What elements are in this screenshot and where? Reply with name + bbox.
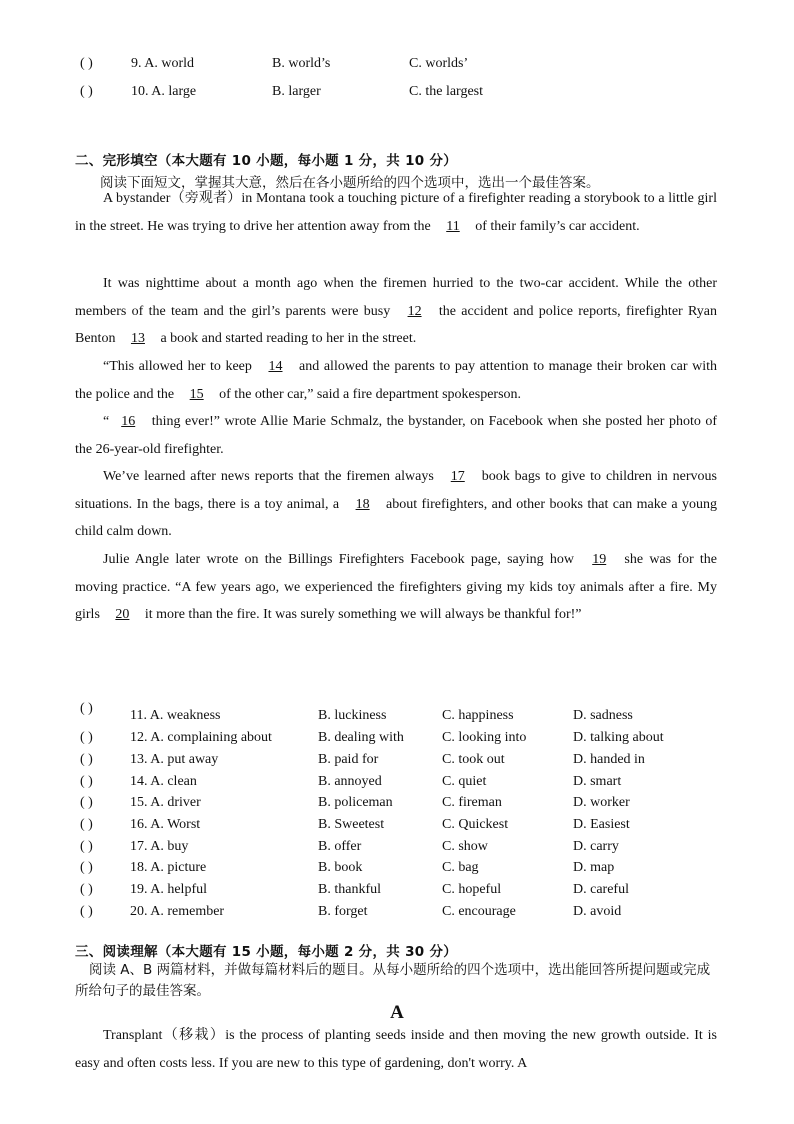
blank-18[interactable]: 18	[355, 496, 370, 512]
option-c: C. the largest	[409, 84, 484, 99]
blank-20[interactable]: 20	[115, 607, 130, 623]
option-d: D. smart	[573, 774, 622, 789]
section-2-heading: 二、完形填空（本大题有 10 小题，每小题 1 分，共 10 分）	[75, 153, 458, 169]
option-b: B. paid for	[318, 752, 379, 767]
option-b: B. policeman	[318, 795, 393, 810]
option-row-20	[75, 902, 755, 922]
option-c: C. show	[442, 839, 488, 854]
option-a: 12. A. complaining about	[130, 730, 272, 745]
section-3-instruction: 阅读 A、B 两篇材料，并做每篇材料后的题目。从每小题所给的四个选项中，选出能回答所提问题或完成所给句子的最佳答案。	[75, 962, 711, 999]
answer-bracket[interactable]: ( )	[80, 795, 93, 810]
blank-12[interactable]: 12	[407, 303, 422, 319]
option-a: 10. A. large	[131, 84, 197, 99]
option-a: 20. A. remember	[130, 904, 225, 919]
answer-bracket[interactable]: ( )	[80, 882, 93, 897]
option-row-17	[75, 837, 755, 857]
option-a: 17. A. buy	[130, 839, 189, 854]
option-b: B. offer	[318, 839, 362, 854]
option-c: C. bag	[442, 860, 479, 875]
cloze-paragraph-3: “This allowed her to keep 14 and allowed the parents to pay attention to manage their broken car with the police and the 15 of the other car,” said a fire department spokesperson.	[75, 359, 717, 402]
option-c: C. looking into	[442, 730, 527, 745]
option-row-14	[75, 772, 755, 792]
question-row-9	[75, 54, 755, 74]
answer-bracket[interactable]: ( )	[80, 730, 93, 745]
option-b: B. thankful	[318, 882, 381, 897]
option-b: B. Sweetest	[318, 817, 385, 832]
cloze-paragraph-4: “ 16 thing ever!” wrote Allie Marie Schmalz, the bystander, on Facebook when she posted her photo of the 26-year-old firefighter.	[75, 414, 717, 457]
option-a: 14. A. clean	[130, 774, 197, 789]
option-row-19	[75, 880, 755, 900]
option-a: 15. A. driver	[130, 795, 201, 810]
blank-15[interactable]: 15	[189, 386, 204, 402]
option-b: B. book	[318, 860, 363, 875]
blank-19[interactable]: 19	[592, 552, 607, 567]
option-d: D. handed in	[573, 752, 645, 767]
section-3-heading: 三、阅读理解（本大题有 15 小题，每小题 2 分，共 30 分）	[75, 944, 458, 960]
option-a: 18. A. picture	[130, 860, 207, 875]
option-row-18	[75, 858, 755, 878]
blank-11[interactable]: 11	[446, 218, 460, 234]
option-d: D. sadness	[573, 708, 633, 723]
option-a: 11. A. weakness	[130, 708, 221, 723]
reading-passage-a: Transplant（移栽）is the process of planting seeds inside and then moving the new growth outside. It is easy and often costs less. If you are new to this type of gardening, don't worry. A	[75, 1028, 717, 1071]
passage-letter: A	[390, 1002, 404, 1023]
answer-bracket[interactable]: ( )	[80, 774, 93, 789]
question-row-10	[75, 82, 755, 102]
option-d: D. talking about	[573, 730, 664, 745]
option-c: C. encourage	[442, 904, 516, 919]
section-2-instruction: 阅读下面短文，掌握其大意，然后在各小题所给的四个选项中，选出一个最佳答案。	[100, 175, 600, 191]
answer-bracket[interactable]: ( )	[80, 752, 93, 767]
cloze-paragraph-6: Julie Angle later wrote on the Billings Firefighters Facebook page, saying how 19 she was for the moving practice. “A few years ago, we experienced the firefighters giving my kids toy animals after a fire. My girls 20 it more than the fire. It was surely something we will always be thankful for!”	[75, 552, 717, 623]
option-b: B. world’s	[272, 56, 331, 71]
blank-17[interactable]: 17	[450, 469, 465, 484]
blank-13[interactable]: 13	[130, 331, 145, 347]
option-row-16	[75, 815, 755, 835]
option-row-15	[75, 793, 755, 813]
answer-bracket[interactable]: ( )	[80, 904, 93, 919]
answer-bracket[interactable]: ( )	[80, 839, 93, 854]
option-c: C. hopeful	[442, 882, 502, 897]
blank-14[interactable]: 14	[268, 359, 283, 374]
option-b: B. luckiness	[318, 708, 387, 723]
option-b: B. dealing with	[318, 730, 404, 745]
option-c: C. worlds’	[409, 56, 469, 71]
option-b: B. larger	[272, 84, 321, 99]
option-d: D. avoid	[573, 904, 622, 919]
answer-bracket[interactable]: ( )	[80, 817, 93, 832]
option-a: 19. A. helpful	[130, 882, 207, 897]
option-d: D. worker	[573, 795, 630, 810]
option-row-12	[75, 728, 755, 748]
option-d: D. Easiest	[573, 817, 630, 832]
cloze-paragraph-2: It was nighttime about a month ago when the firemen hurried to the two-car accident. While the other members of the team and the girl’s parents were busy 12 the accident and police reports, firefighter Ryan Benton 13 a book and started reading to her in the street.	[75, 276, 717, 347]
answer-bracket[interactable]: ( )	[80, 56, 93, 71]
blank-16[interactable]: 16	[121, 414, 136, 429]
option-c: C. quiet	[442, 774, 487, 789]
option-b: B. forget	[318, 904, 368, 919]
option-d: D. careful	[573, 882, 629, 897]
option-row-11	[75, 699, 755, 723]
option-a: 13. A. put away	[130, 752, 219, 767]
option-c: C. happiness	[442, 708, 514, 723]
option-b: B. annoyed	[318, 774, 382, 789]
option-c: C. Quickest	[442, 817, 509, 832]
option-d: D. map	[573, 860, 615, 875]
cloze-paragraph-1: A bystander（旁观者）in Montana took a touching picture of a firefighter reading a storybook to a little girl in the street. He was trying to drive her attention away from the 11 of their family’s car accident.	[75, 191, 717, 234]
option-c: C. fireman	[442, 795, 502, 810]
cloze-paragraph-5: We’ve learned after news reports that the firemen always 17 book bags to give to children in nervous situations. In the bags, there is a toy animal, a 18 about firefighters, and other books that can make a young child calm down.	[75, 469, 717, 540]
option-d: D. carry	[573, 839, 619, 854]
answer-bracket[interactable]: ( )	[80, 860, 93, 875]
option-c: C. took out	[442, 752, 505, 767]
option-a: 16. A. Worst	[130, 817, 201, 832]
answer-bracket[interactable]: ( )	[80, 701, 93, 716]
answer-bracket[interactable]: ( )	[80, 84, 93, 99]
option-a: 9. A. world	[131, 56, 194, 71]
option-row-13	[75, 750, 755, 770]
